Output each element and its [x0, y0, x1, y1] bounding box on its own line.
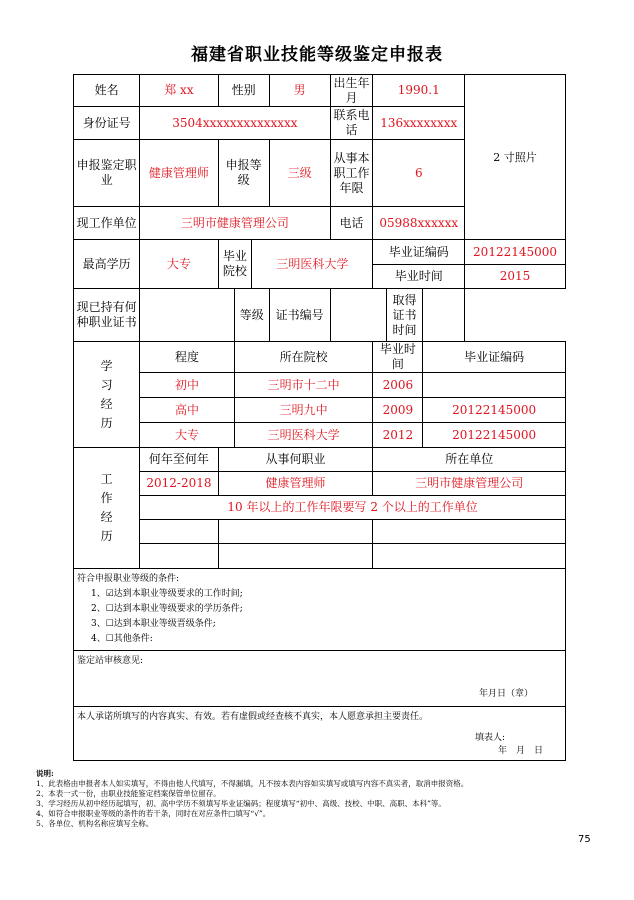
conditions-block	[74, 569, 566, 651]
level-value[interactable]: 三级	[269, 140, 330, 207]
work-note: 10 年以上的工作年限要写 2 个以上的工作单位	[140, 496, 566, 520]
held-cert-label: 现已持有何种职业证书	[74, 289, 140, 342]
study-history-text: 学习经历	[100, 358, 113, 430]
review-block	[74, 651, 566, 707]
level-label: 申报等级	[218, 140, 269, 207]
review-heading: 鉴定站审核意见:	[77, 656, 144, 666]
photo-box: 2 寸照片	[465, 75, 566, 240]
study-history-label	[74, 342, 140, 448]
years-label: 从事本职工作年限	[330, 140, 373, 207]
unit-value[interactable]: 三明市健康管理公司	[140, 207, 330, 240]
cert-no-label: 毕业证编码	[373, 240, 465, 265]
tel-value[interactable]: 05988xxxxxx	[373, 207, 465, 240]
work-row-1-period[interactable]: 2012-2018	[140, 472, 218, 496]
work-row-3-period[interactable]	[140, 520, 218, 544]
instructions-heading: 说明:	[36, 769, 54, 778]
grade-label: 等级	[234, 289, 269, 342]
work-row-4-unit[interactable]	[373, 544, 566, 569]
instructions	[36, 769, 596, 829]
review-date: 年月日（章）	[478, 689, 533, 699]
study-header-grad-time: 毕业时间	[373, 342, 423, 373]
condition-item-1[interactable]: 1、☑达到本职业等级要求的工作时间;	[91, 589, 243, 599]
study-row-3-level[interactable]: 大专	[140, 423, 235, 448]
study-header-level: 程度	[140, 342, 235, 373]
education-label: 最高学历	[74, 240, 140, 289]
work-header-occupation: 从事何职业	[218, 448, 373, 472]
instruction-item-5: 5、各单位、机构名称应填写全称。	[36, 819, 154, 828]
tel-label: 电话	[330, 207, 373, 240]
condition-item-2[interactable]: 2、☐达到本职业等级要求的学历条件;	[91, 604, 243, 614]
cert-num-label: 证书编号	[269, 289, 330, 342]
pledge-block	[74, 707, 566, 761]
id-label: 身份证号	[74, 107, 140, 140]
years-value[interactable]: 6	[373, 140, 465, 207]
occupation-label: 申报鉴定职业	[74, 140, 140, 207]
education-value[interactable]: 大专	[140, 240, 218, 289]
cert-num-value[interactable]	[330, 289, 386, 342]
pledge-date: 年 月 日	[497, 746, 543, 756]
form-title: 福建省职业技能等级鉴定申报表	[191, 45, 443, 65]
study-row-1-grad-time[interactable]: 2006	[373, 373, 423, 398]
study-row-2-level[interactable]: 高中	[140, 398, 235, 423]
study-row-3-cert-no[interactable]: 20122145000	[423, 423, 566, 448]
grad-time-label: 毕业时间	[373, 265, 465, 289]
school-value[interactable]: 三明医科大学	[252, 240, 373, 289]
study-row-1-cert-no[interactable]	[423, 373, 566, 398]
page-number: 75	[578, 834, 591, 845]
name-label: 姓名	[74, 75, 140, 107]
study-header-school: 所在院校	[234, 342, 373, 373]
study-row-3-school[interactable]: 三明医科大学	[234, 423, 373, 448]
school-label: 毕业院校	[218, 240, 252, 289]
birth-value[interactable]: 1990.1	[373, 75, 465, 107]
work-row-1-unit[interactable]: 三明市健康管理公司	[373, 472, 566, 496]
phone-value[interactable]: 136xxxxxxxx	[373, 107, 465, 140]
instruction-item-1: 1、此表格由申报者本人如实填写，不得由他人代填写，不得漏填，凡不按本表内容如实填写或填写内容不真实者，取消申报资格。	[36, 779, 469, 788]
occupation-value[interactable]: 健康管理师	[140, 140, 218, 207]
work-history-label	[74, 448, 140, 569]
study-row-2-grad-time[interactable]: 2009	[373, 398, 423, 423]
pledge-text: 本人承诺所填写的内容真实、有效。若有虚假或经查核不真实，本人愿意承担主要责任。	[77, 712, 429, 722]
application-form-table	[73, 74, 566, 761]
study-row-3-grad-time[interactable]: 2012	[373, 423, 423, 448]
obtain-time-value[interactable]	[423, 289, 465, 342]
obtain-time-label: 取得证书时间	[386, 289, 423, 342]
work-header-period: 何年至何年	[140, 448, 218, 472]
condition-item-3[interactable]: 3、☐达到本职业等级晋级条件;	[91, 619, 216, 629]
gender-value[interactable]: 男	[269, 75, 330, 107]
work-row-3-unit[interactable]	[373, 520, 566, 544]
gender-label: 性别	[218, 75, 269, 107]
unit-label: 现工作单位	[74, 207, 140, 240]
pledge-signer: 填表人:	[474, 733, 505, 743]
grad-time-value[interactable]: 2015	[465, 265, 566, 289]
study-header-cert-no: 毕业证编码	[423, 342, 566, 373]
name-value[interactable]: 郑 xx	[140, 75, 218, 107]
study-row-2-school[interactable]: 三明九中	[234, 398, 373, 423]
work-row-4-occupation[interactable]	[218, 544, 373, 569]
work-row-3-occupation[interactable]	[218, 520, 373, 544]
condition-item-4[interactable]: 4、☐其他条件:	[91, 634, 153, 644]
instruction-item-4: 4、如符合申报职业等级的条件的若干条，同时在对应条件□填写“√”。	[36, 809, 271, 818]
study-row-1-level[interactable]: 初中	[140, 373, 235, 398]
instruction-item-3: 3、学习经历从初中经历起填写，初、高中学历不须填写毕业证编码；程度填写“初中、高级、技校、中职、高职、本科”等。	[36, 799, 446, 808]
birth-label: 出生年月	[330, 75, 373, 107]
id-value[interactable]: 3504xxxxxxxxxxxxxx	[140, 107, 330, 140]
work-row-4-period[interactable]	[140, 544, 218, 569]
study-row-1-school[interactable]: 三明市十二中	[234, 373, 373, 398]
conditions-heading: 符合申报职业等级的条件:	[77, 574, 180, 584]
work-header-unit: 所在单位	[373, 448, 566, 472]
work-history-text: 工作经历	[100, 472, 113, 543]
study-row-2-cert-no[interactable]: 20122145000	[423, 398, 566, 423]
instruction-item-2: 2、本表一式一份，由职业技能鉴定档案保管单位留存。	[36, 789, 221, 798]
work-row-1-occupation[interactable]: 健康管理师	[218, 472, 373, 496]
phone-label: 联系电话	[330, 107, 373, 140]
held-cert-value[interactable]	[140, 289, 235, 342]
cert-no-value[interactable]: 20122145000	[465, 240, 566, 265]
